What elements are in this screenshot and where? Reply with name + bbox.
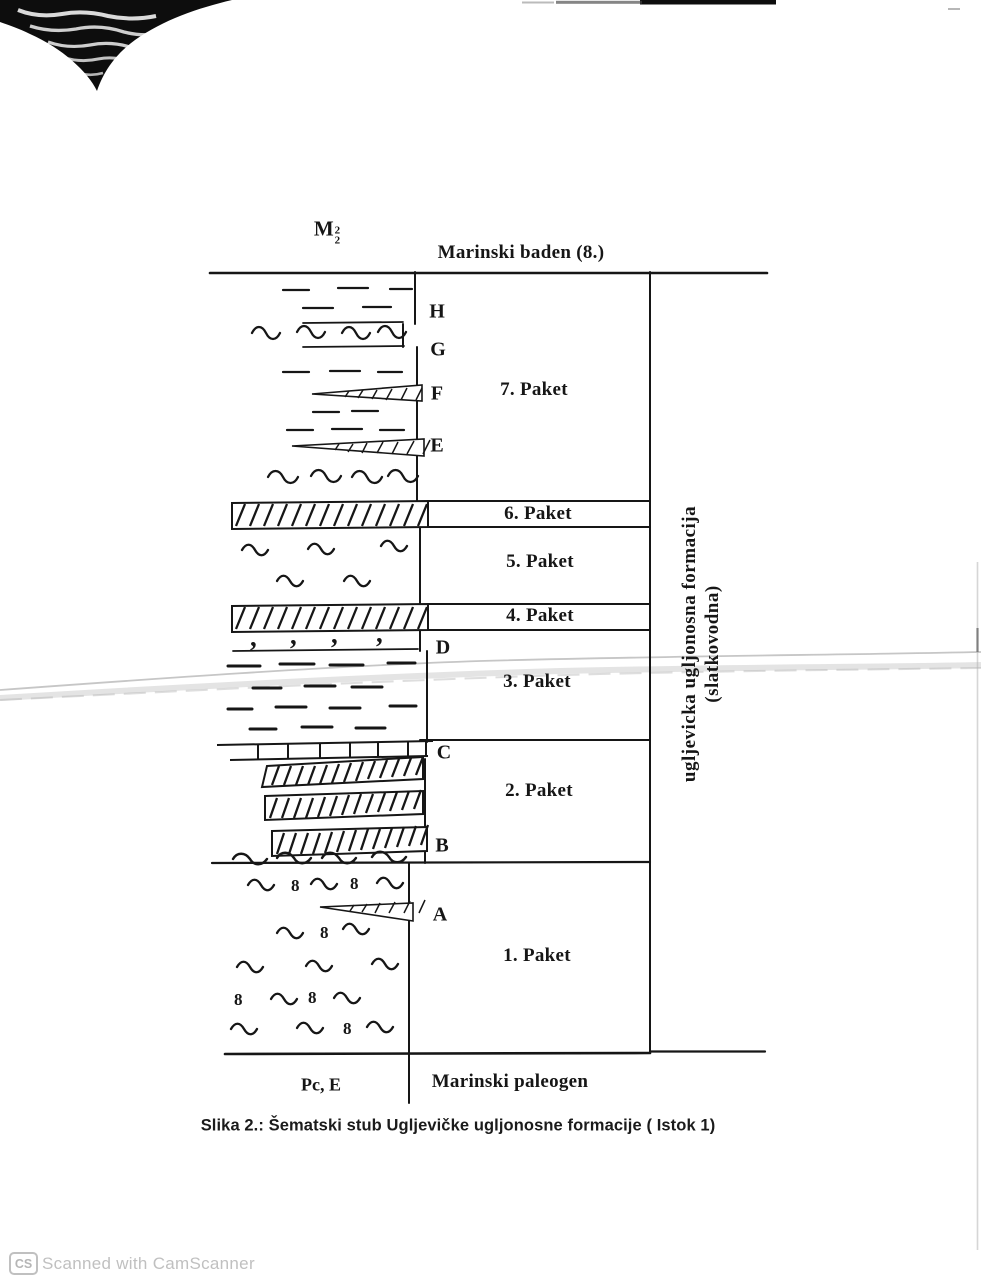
seam-marker-b: B <box>435 834 449 857</box>
packet-6-label: 6. Paket <box>504 503 572 524</box>
marl-symbol: 8 <box>234 990 243 1009</box>
seam-marker-e: E <box>430 434 444 457</box>
layer-line-d <box>233 649 418 651</box>
unit-symbol-base: M <box>313 216 334 241</box>
wave-rows-p1 <box>231 878 403 1035</box>
seam-marker-c: C <box>436 741 452 764</box>
comma-symbol: , <box>250 622 257 652</box>
coal-band-6 <box>232 501 428 529</box>
scan-artifact-crease <box>0 652 981 700</box>
bottom-rule <box>225 1053 650 1054</box>
coal-wedge-e <box>292 439 430 456</box>
comma-symbol: , <box>376 618 383 648</box>
coal-band-2c <box>272 825 428 856</box>
seam-marker-h: H <box>429 300 445 323</box>
comma-symbol: , <box>290 620 297 650</box>
underlying-unit-label: Marinski paleogen <box>431 1071 589 1092</box>
marl-symbol: 8 <box>320 923 329 942</box>
figure-caption: Slika 2.: Šematski stub Ugljevičke ugljonosne formacije ( Istok 1) <box>200 1116 716 1135</box>
layer-line-g <box>303 346 404 347</box>
coal-wedge-a <box>320 900 425 921</box>
marl-symbol: 8 <box>308 988 317 1007</box>
scan-artifact-top-bar <box>522 0 960 10</box>
clay-dashes-upper <box>283 288 412 430</box>
layer-line-h <box>303 322 403 323</box>
coal-band-2b <box>265 790 423 820</box>
marl-symbol: 8 <box>343 1019 352 1038</box>
marl-symbol: 8 <box>350 874 359 893</box>
limestone-bricks <box>217 741 433 760</box>
unit-symbol-m22 <box>314 217 340 246</box>
seam-marker-d: D <box>435 636 451 659</box>
top-unit-label: Marinski baden (8.) <box>437 242 605 263</box>
camscanner-watermark: Scanned with CamScanner <box>42 1253 255 1273</box>
packet-1-label: 1. Paket <box>503 945 571 966</box>
formation-qualifier: (slatkovodna) <box>702 585 723 703</box>
coal-wedge-f <box>312 385 422 401</box>
wave-rows-p5 <box>242 541 407 587</box>
wave-rows-upper <box>252 326 418 483</box>
formation-name: ugljevicka ugljonosna formacija <box>679 505 700 783</box>
packet-2-label: 2. Paket <box>505 780 573 801</box>
seam-marker-g: G <box>430 338 446 361</box>
unit-symbol-sub: 2 <box>334 234 341 247</box>
packet-7-label: 7. Paket <box>500 379 568 400</box>
seam-marker-a: A <box>432 903 448 926</box>
packet-4-label: 4. Paket <box>506 605 574 626</box>
coal-band-2a <box>262 757 423 787</box>
underlying-symbol-label: Pc, E <box>301 1074 341 1095</box>
formation-vertical-label <box>678 474 724 814</box>
marl-symbols <box>234 874 359 1038</box>
lithology-patterns <box>217 288 433 1038</box>
seam-marker-f: F <box>430 382 444 405</box>
marl-symbol: 8 <box>291 876 300 895</box>
comma-symbol: , <box>331 619 338 649</box>
packet2-1-divider <box>212 862 650 863</box>
scan-artifact-corner-blob <box>0 0 232 91</box>
unit-symbol-sup: 2 <box>334 224 341 237</box>
coal-band-4 <box>232 604 428 632</box>
camscanner-badge: CS <box>9 1252 38 1275</box>
packet-5-label: 5. Paket <box>506 551 574 572</box>
packet-3-label: 3. Paket <box>503 671 571 692</box>
